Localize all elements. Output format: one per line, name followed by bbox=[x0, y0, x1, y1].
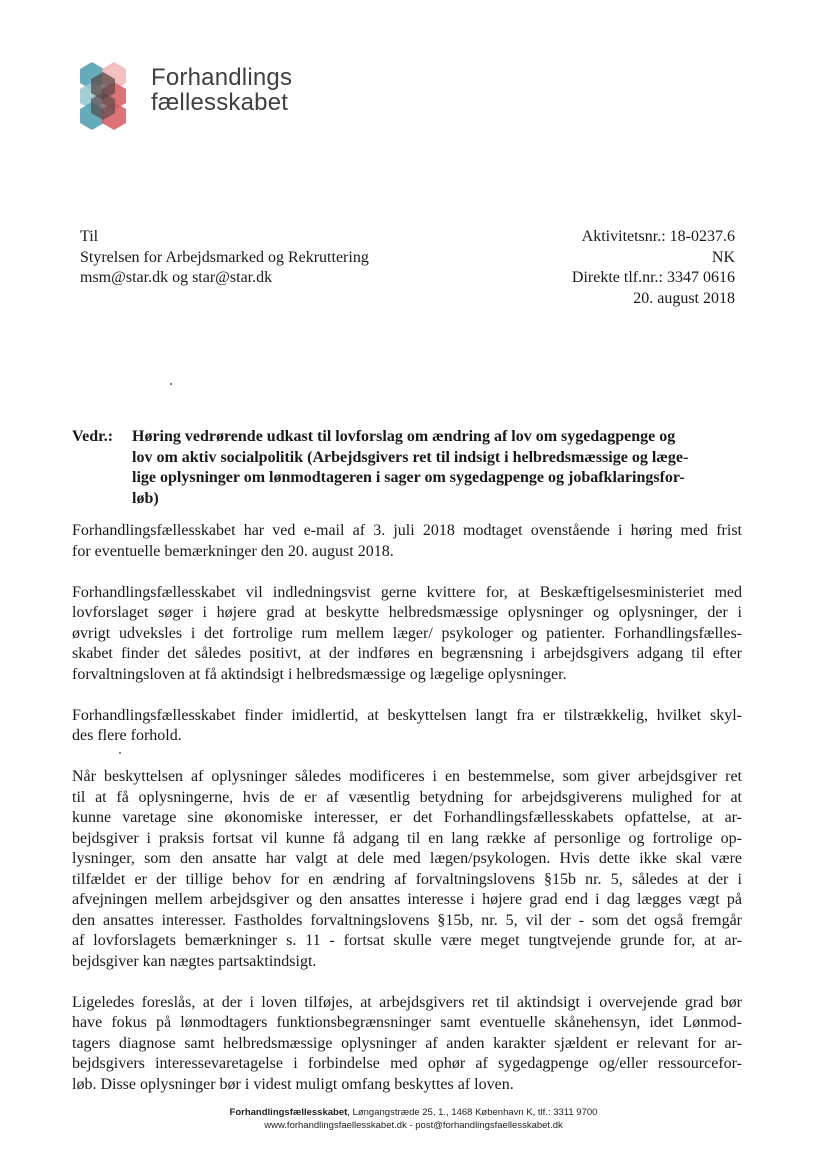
subject-line: løb) bbox=[132, 489, 159, 507]
body-line: Når beskyttelsen af oplysninger således modificeres i en bestemmelse, som giver arbejdsgiver ret bbox=[72, 768, 742, 785]
logo-line-1: Forhandlings bbox=[151, 64, 293, 91]
body-line: bejdsgiver i praksis fortsat vil kunne få adgang til en lang række af personlige og fortrolige op- bbox=[72, 829, 742, 847]
body-line: lysninger, som den ansatte har valgt at dele med lægen/psykologen. Hvis dette ikke skal være bbox=[72, 850, 742, 867]
letter-footer bbox=[0, 1106, 827, 1132]
footer-address: , Løngangstræde 25, 1., 1468 København K, tlf.: 3311 9700 bbox=[347, 1107, 598, 1118]
body-line: forvaltningsloven at få aktindsigt i helbredsmæssige og lægelige oplysninger. bbox=[72, 665, 567, 683]
body-line: tagers diagnose samt helbredsmæssige oplysninger af anden karakter sjældent er relevant for ar- bbox=[72, 1034, 742, 1052]
subject-line: Høring vedrørende udkast til lovforslag om ændring af lov om sygedagpenge og bbox=[132, 428, 676, 445]
forhandlingsfaellesskabet-logo-icon bbox=[74, 58, 140, 136]
recipient-to-label: Til bbox=[80, 228, 99, 245]
logo-wordmark bbox=[151, 65, 292, 115]
letter-date: 20. august 2018 bbox=[633, 289, 735, 307]
body-line: bejdsgiver kan nægtes partsaktindsigt. bbox=[72, 952, 317, 970]
letter-meta-block bbox=[572, 227, 735, 309]
recipient-organization: Styrelsen for Arbejdsmarked og Rekruttering bbox=[80, 248, 369, 266]
body-line: des flere forhold. bbox=[72, 727, 182, 744]
paragraph-3 bbox=[72, 706, 742, 747]
paragraph-4 bbox=[72, 767, 742, 972]
letter-body bbox=[72, 521, 742, 1116]
body-line: øvrigt udveksles i det fortrolige rum mellem læger/ psykologer og patienter. Forhandlingsfælles- bbox=[72, 624, 742, 642]
footer-address-line bbox=[0, 1106, 827, 1119]
direct-phone: Direkte tlf.nr.: 3347 0616 bbox=[571, 269, 735, 286]
body-line: skabet finder det således positivt, at der indføres en begrænsning i arbejdsgivers adgang til efter bbox=[72, 645, 742, 662]
body-line: Forhandlingsfællesskabet finder imidlertid, at beskyttelsen langt fra er tilstrækkelig, hvilket skyl- bbox=[72, 706, 742, 724]
body-line: løb. Disse oplysninger bør i videst muligt omfang beskyttes af loven. bbox=[72, 1075, 514, 1093]
paragraph-1 bbox=[72, 521, 742, 562]
subject-line: lov om aktiv socialpolitik (Arbejdsgivers ret til indsigt i helbredsmæssige og læge- bbox=[132, 448, 689, 466]
body-line: kunne varetage sine økonomiske interesser, er det Forhandlingsfællesskabets opfattelse, at ar- bbox=[72, 809, 742, 826]
body-line: for eventuelle bemærkninger den 20. august 2018. bbox=[72, 542, 394, 560]
subject-line: lige oplysninger om lønmodtageren i sager om sygedagpenge og jobafklaringsfor- bbox=[132, 469, 685, 486]
activity-number: Aktivitetsnr.: 18-0237.6 bbox=[581, 228, 735, 245]
body-line: Ligeledes foreslås, at der i loven tilføjes, at arbejdsgivers ret til aktindsigt i overvejende grad bør bbox=[72, 993, 742, 1011]
body-line: lovforslaget søger i højere grad at beskytte helbredsmæssige oplysninger og oplysninger, der i bbox=[72, 604, 742, 621]
footer-web: www.forhandlingsfaellesskabet.dk - post@forhandlingsfaellesskabet.dk bbox=[264, 1120, 563, 1131]
footer-org: Forhandlingsfællesskabet bbox=[229, 1107, 348, 1118]
subject-text bbox=[132, 427, 740, 509]
body-line: bejdsgivers interessevaretagelse i forbindelse med ophør af sygedagpenge og/eller ressourcefor- bbox=[72, 1055, 742, 1072]
subject-block bbox=[72, 427, 740, 509]
body-line: af lovforslagets bemærkninger s. 11 - fortsat skulle være meget tungtvejende grunde for, at ar- bbox=[72, 932, 742, 949]
body-line: til at få oplysningerne, hvis de er af væsentlig betydning for arbejdsgiverens mulighed for at bbox=[72, 788, 742, 806]
body-line: Forhandlingsfællesskabet har ved e-mail af 3. juli 2018 modtaget ovenstående i høring med frist bbox=[72, 522, 742, 539]
paragraph-5 bbox=[72, 993, 742, 1096]
body-line: afvejningen mellem arbejdsgiver og den ansattes interesse i højere grad end i dag lægges vægt på bbox=[72, 891, 742, 908]
recipient-emails: msm@star.dk og star@star.dk bbox=[80, 269, 273, 286]
subject-label: Vedr.: bbox=[72, 428, 114, 445]
sender-initials: NK bbox=[711, 248, 735, 266]
recipient-block bbox=[80, 227, 369, 289]
body-line: den ansattes interesser. Fastholdes forvaltningslovens §15b, nr. 5, vil der - som det også fremgår bbox=[72, 911, 742, 929]
logo-line-2: fællesskabet bbox=[151, 89, 289, 116]
paragraph-2 bbox=[72, 583, 742, 686]
body-line: tilfældet er der tillige behov for en ændring af forvaltningslovens §15b nr. 5, således at der i bbox=[72, 870, 742, 888]
scan-speck bbox=[170, 383, 172, 385]
scan-speck bbox=[119, 752, 121, 754]
body-line: Forhandlingsfællesskabet vil indledningsvist gerne kvittere for, at Beskæftigelsesministeriet med bbox=[72, 583, 742, 601]
body-line: have fokus på lønmodtagers funktionsbegrænsninger samt eventuelle skånehensyn, idet Lønmod- bbox=[72, 1014, 742, 1031]
